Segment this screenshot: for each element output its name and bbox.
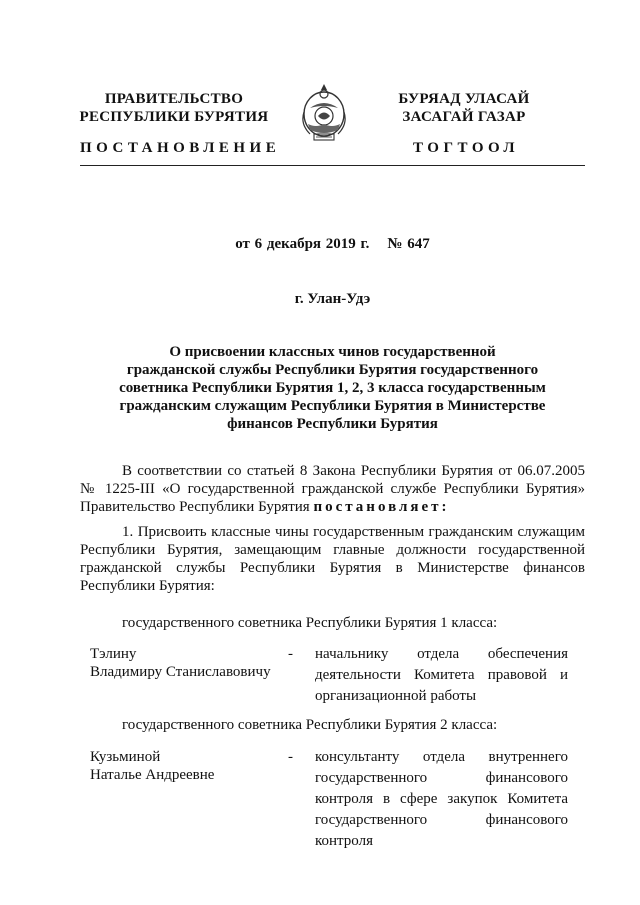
- government-line-1-bua: БУРЯАД УЛАСАЙ: [398, 91, 530, 107]
- employee-surname: Тэлину: [90, 646, 137, 662]
- coat-of-arms-emblem: [296, 78, 352, 148]
- government-name-ru: [64, 90, 284, 126]
- government-line-2-bua: ЗАСАГАЙ ГАЗАР: [402, 109, 526, 125]
- employee-name-2: [90, 748, 290, 784]
- employee-name-1: [90, 645, 290, 681]
- employee-given-names: Владимиру Станиславовичу: [90, 664, 271, 680]
- preamble-text: В соответствии со статьей 8 Закона Республики Бурятия от 06.07.2005 № 1225-III «О государственной гражданской службе Республики Бурятия» Правительство Республики Бурятия: [80, 463, 585, 515]
- decree-date: от 6 декабря 2019 г.: [235, 236, 370, 252]
- separator-dash: -: [288, 749, 293, 765]
- employee-surname: Кузьминой: [90, 749, 161, 765]
- decree-number: № 647: [387, 236, 430, 252]
- employee-given-names: Наталье Андреевне: [90, 767, 215, 783]
- subject-line: советника Республики Бурятия 1, 2, 3 класса государственным: [119, 380, 546, 396]
- doc-type-ru: ПОСТАНОВЛЕНИЕ: [80, 140, 281, 156]
- subject-line: О присвоении классных чинов государственной: [169, 344, 496, 360]
- rank-heading-2: государственного советника Республики Бурятия 2 класса:: [122, 717, 498, 733]
- decree-word: постановляет:: [313, 499, 450, 515]
- preamble-paragraph: [80, 462, 585, 516]
- header-divider: [80, 165, 585, 166]
- government-name-bua: [354, 90, 574, 126]
- employee-position-1: начальнику отдела обеспечения деятельности Комитета правовой и организационной работы: [315, 646, 568, 704]
- city: г. Улан-Удэ: [294, 291, 371, 307]
- doc-type-bua: ТОГТООЛ: [413, 140, 520, 156]
- subject-line: гражданской службы Республики Бурятия государственного: [126, 362, 539, 378]
- separator-dash: -: [288, 646, 293, 662]
- subject-line: гражданским служащим Республики Бурятия в Министерстве: [119, 398, 546, 414]
- item-1-paragraph: 1. Присвоить классные чины государственным гражданским служащим Республики Бурятия, замещающим главные должности государственной гражданской службы Республики Бурятия в Министерстве финансов Республики Бурятия:: [80, 524, 585, 594]
- date-line: [80, 235, 585, 253]
- decree-subject: [80, 343, 585, 433]
- government-line-2: РЕСПУБЛИКИ БУРЯТИЯ: [79, 109, 269, 125]
- employee-position-2: консультанту отдела внутреннего государственного финансового контроля в сфере закупок Комитета государственного финансового контроля: [315, 749, 568, 849]
- rank-heading-1: государственного советника Республики Бурятия 1 класса:: [122, 615, 498, 631]
- government-line-1: ПРАВИТЕЛЬСТВО: [104, 91, 244, 107]
- subject-line: финансов Республики Бурятия: [227, 416, 438, 432]
